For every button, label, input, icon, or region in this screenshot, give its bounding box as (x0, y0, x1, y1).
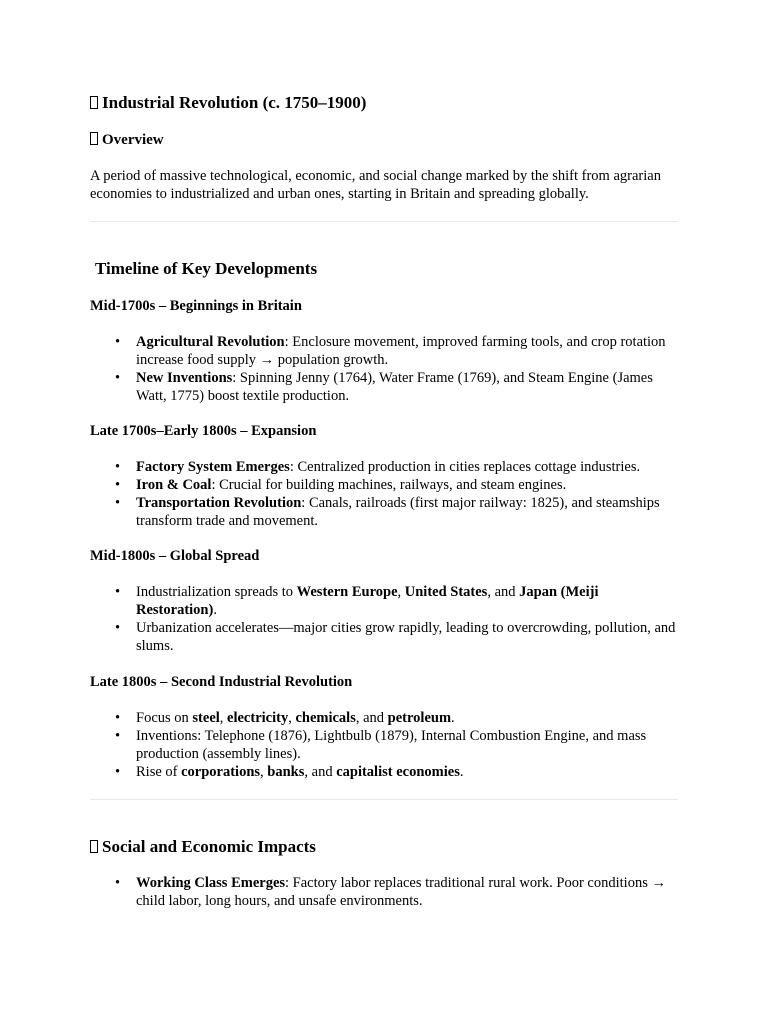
item-term: corporations (181, 764, 261, 780)
item-text: Inventions: Telephone (1876), Lightbulb (1879), Internal Combustion Engine, and mass production (assembly lines). (136, 728, 647, 762)
item-text: : Centralized production in cities replaces cottage industries. (289, 459, 641, 475)
item-term: Factory System Emerges (136, 459, 290, 475)
timeline-heading: Timeline of Key Developments (95, 259, 318, 278)
item-text: Urbanization accelerates—major cities grow rapidly, leading to overcrowding, pollution, and slums. (136, 620, 676, 654)
item-text: , and (355, 710, 388, 726)
period-list (90, 583, 680, 655)
item-text: Industrialization spreads to (136, 584, 297, 600)
impacts-heading-text: Social and Economic Impacts (102, 837, 316, 856)
item-text: , (288, 710, 296, 726)
item-term: Agricultural Revolution (136, 334, 285, 350)
list-item (136, 458, 680, 476)
page-title (90, 93, 366, 113)
item-text: , (219, 710, 228, 726)
item-text: : Canals, railroads (first major railway: 1825), and steamships transform trade and movement. (136, 495, 660, 529)
item-text: , (260, 764, 268, 780)
list-item (136, 727, 680, 763)
divider (90, 221, 678, 222)
item-text: : Crucial for building machines, railways, and steam engines. (211, 477, 567, 493)
item-text: Rise of (136, 764, 182, 780)
item-text: : Factory labor replaces traditional rural work. Poor conditions → child labor, long hours, and unsafe environments. (136, 875, 666, 909)
list-item (136, 476, 680, 494)
divider (90, 799, 678, 800)
overview-heading-text: Overview (102, 132, 164, 148)
impacts-list (90, 874, 680, 910)
list-item (136, 583, 680, 619)
item-term: United States (404, 584, 488, 600)
item-text: : Enclosure movement, improved farming tools, and crop rotation increase food supply → population growth. (136, 334, 666, 368)
list-item (136, 619, 680, 655)
list-item (136, 333, 680, 369)
item-term: Western Europe (296, 584, 398, 600)
item-text: . (213, 602, 217, 618)
item-term: banks (267, 764, 305, 780)
item-text: . (459, 764, 464, 780)
missing-glyph-icon (90, 840, 98, 853)
list-item (136, 369, 680, 405)
item-text: Focus on (136, 710, 193, 726)
item-term: Transportation Revolution (136, 495, 302, 511)
list-item (136, 709, 680, 727)
period-list (90, 333, 680, 405)
item-term: Iron & Coal (136, 477, 212, 493)
item-term: capitalist economies (336, 764, 460, 780)
item-text: , and (487, 584, 520, 600)
impacts-heading (90, 837, 316, 857)
period-heading: Mid-1800s – Global Spread (90, 548, 260, 564)
item-term: chemicals (295, 710, 356, 726)
overview-paragraph: A period of massive technological, economic, and social change marked by the shift from agrarian economies to industrialized and urban ones, starting in Britain and spreading globally. (90, 168, 661, 202)
period-heading: Mid-1700s – Beginnings in Britain (90, 298, 302, 314)
item-term: petroleum (387, 710, 452, 726)
item-term: Working Class Emerges (136, 875, 286, 891)
item-term: New Inventions (136, 370, 233, 386)
item-text: , (397, 584, 405, 600)
period-list (90, 709, 680, 781)
list-item (136, 763, 680, 781)
list-item (136, 874, 680, 910)
item-text: , and (304, 764, 337, 780)
period-list (90, 458, 680, 530)
overview-heading (90, 131, 164, 149)
period-heading: Late 1700s–Early 1800s – Expansion (90, 423, 317, 439)
item-text: . (451, 710, 455, 726)
missing-glyph-icon (90, 132, 98, 145)
item-term: steel (192, 710, 220, 726)
list-item (136, 494, 680, 530)
item-text: : Spinning Jenny (1764), Water Frame (1769), and Steam Engine (James Watt, 1775) boost textile production. (136, 370, 653, 404)
missing-glyph-icon (90, 96, 98, 109)
item-term: electricity (227, 710, 289, 726)
item-term: Japan (Meiji Restoration) (136, 584, 599, 618)
period-heading: Late 1800s – Second Industrial Revolution (90, 674, 353, 690)
page-title-text: Industrial Revolution (c. 1750–1900) (102, 93, 367, 112)
